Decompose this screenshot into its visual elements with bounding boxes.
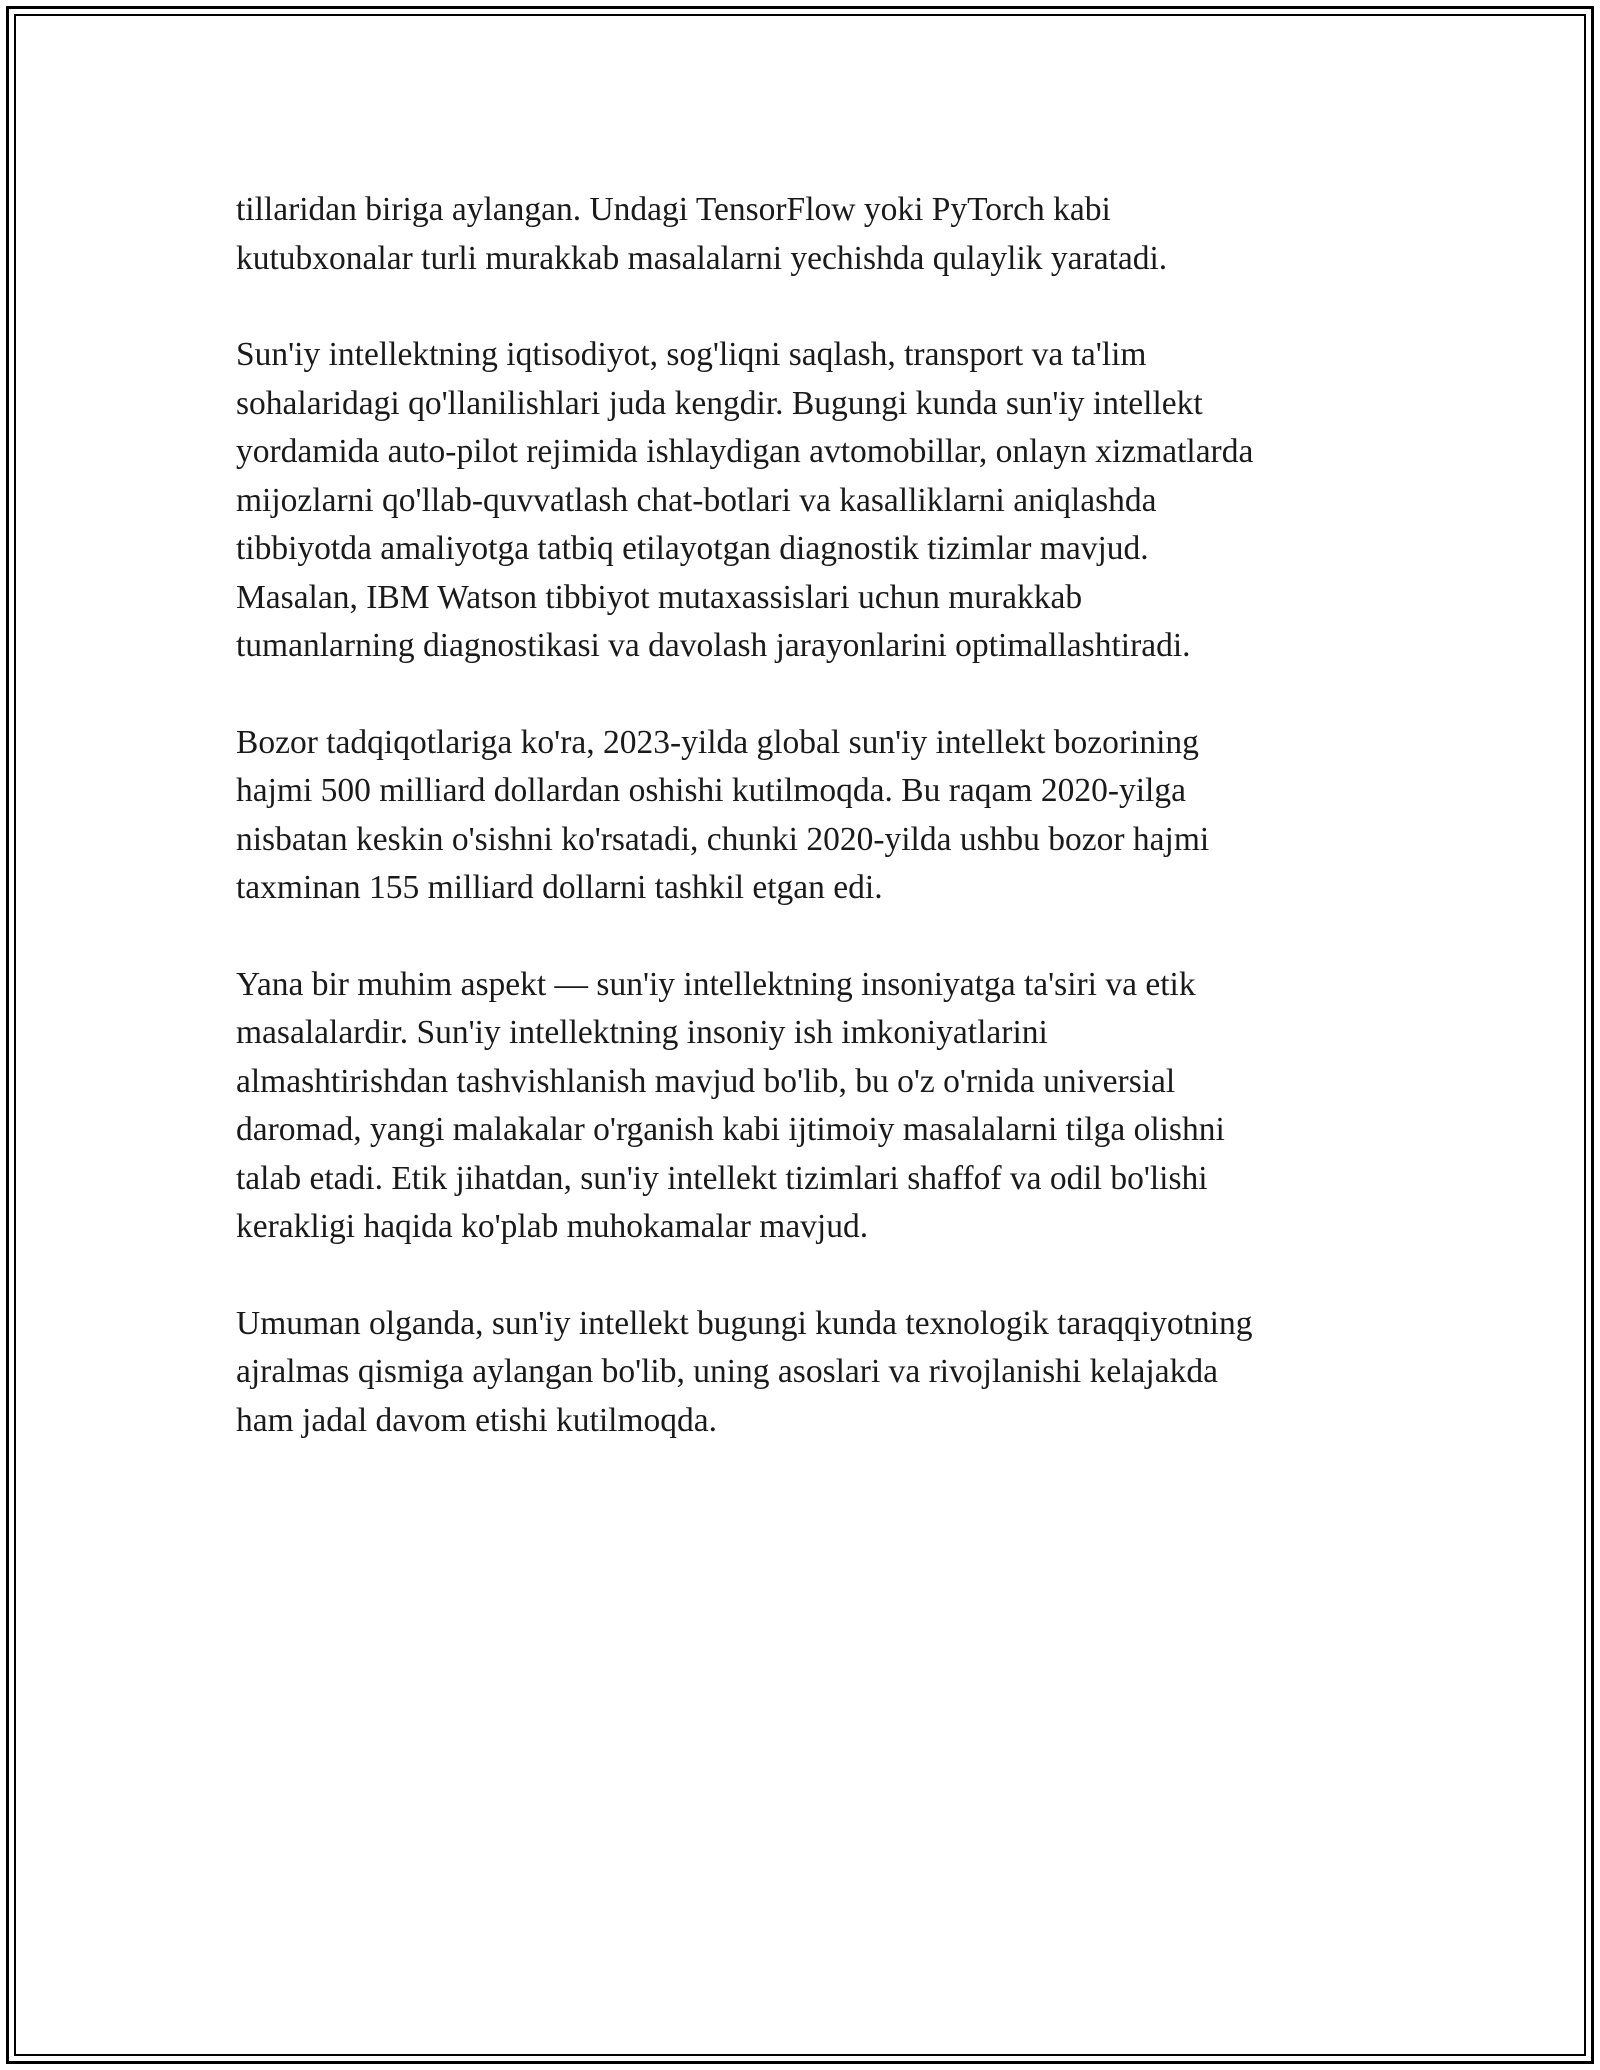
paragraph-ethics: Yana bir muhim aspekt — sun'iy intellektning insoniyatga ta'siri va etik masalalardir. Sun'iy intellektning insoniy ish imkoniyatlarini almashtirishdan tashvishlanish mavjud bo'lib, bu o'z o'rnida universial daromad, yangi malakalar o'rganish kabi ijtimoiy masalalarni tilga olishni talab etadi. Etik jihatdan, sun'iy intellekt tizimlari shaffof va odil bo'lishi kerakligi haqida ko'plab muhokamalar mavjud. bbox=[236, 965, 1225, 1245]
paragraph-applications: Sun'iy intellektning iqtisodiyot, sog'liqni saqlash, transport va ta'lim sohalaridagi qo'llanilishlari juda kengdir. Bugungi kunda sun'iy intellekt yordamida auto-pilot rejimida ishlaydigan avtomobillar, onlayn xizmatlarda mijozlarni qo'llab-quvvatlash chat-botlari va kasalliklarni aniqlashda tibbiyotda amaliyotga tatbiq etilayotgan diagnostik tizimlar mavjud. Masalan, IBM Watson tibbiyot mutaxassislari uchun murakkab tumanlarning diagnostikasi va davolash jarayonlarini optimallashtiradi. bbox=[236, 336, 1254, 664]
paragraph-frameworks: tillaridan biriga aylangan. Undagi TensorFlow yoki PyTorch kabi kutubxonalar turli murakkab masalalarni yechishda qulaylik yaratadi. bbox=[236, 191, 1168, 277]
paragraph-market: Bozor tadqiqotlariga ko'ra, 2023-yilda global sun'iy intellekt bozorining hajmi 500 milliard dollardan oshishi kutilmoqda. Bu raqam 2020-yilga nisbatan keskin o'sishni ko'rsatadi, chunki 2020-yilda ushbu bozor hajmi taxminan 155 milliard dollarni tashkil etgan edi. bbox=[236, 723, 1210, 906]
document-body bbox=[236, 186, 1386, 1493]
paragraph-conclusion: Umuman olganda, sun'iy intellekt bugungi kunda texnologik taraqqiyotning ajralmas qismiga aylangan bo'lib, uning asoslari va rivojlanishi kelajakda ham jadal davom etishi kutilmoqda. bbox=[236, 1304, 1253, 1439]
